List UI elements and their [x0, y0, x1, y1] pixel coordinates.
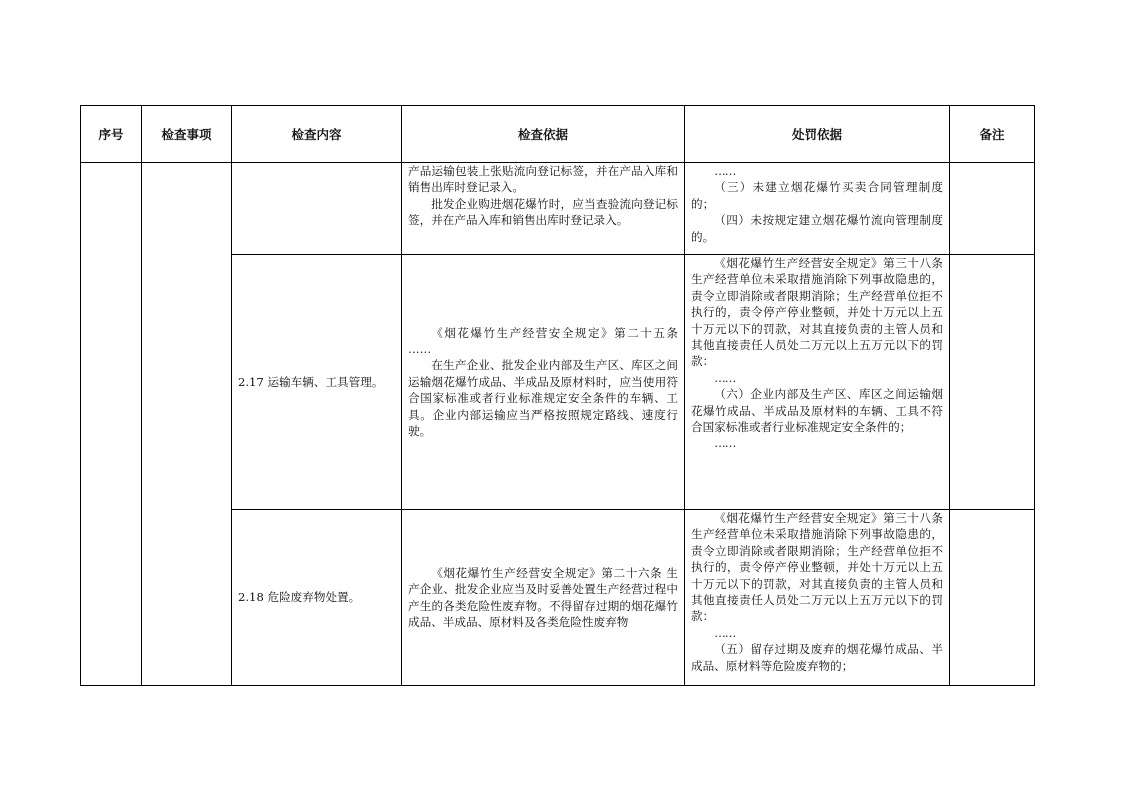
penalty-cell — [685, 510, 950, 686]
penalty-line: （五）留存过期及废弃的烟花爆竹成品、半成品、原材料等危险废弃物的； — [691, 642, 943, 673]
penalty-line: 《烟花爆竹生产经营安全规定》第三十八条 生产经营单位未采取措施消除下列事故隐患的，责令立即消除或者限期消除；生产经营单位拒不执行的，责令停产停业整顿，并处十万元以上五十万元以下的罚款，对其直接负责的主管人员和其他直接责任人员处二万元以上五万元以下的罚款： — [691, 256, 943, 369]
header-index: 序号 — [81, 106, 142, 163]
header-item: 检查事项 — [142, 106, 232, 163]
remarks-cell — [950, 163, 1035, 255]
item-cell — [142, 163, 232, 686]
penalty-line: 《烟花爆竹生产经营安全规定》第三十八条 生产经营单位未采取措施消除下列事故隐患的，责令立即消除或者限期消除；生产经营单位拒不执行的，责令停产停业整顿，并处十万元以上五十万元以下的罚款，对其直接负责的主管人员和其他直接责任人员处二万元以上五万元以下的罚款： — [691, 511, 943, 624]
header-row — [81, 106, 1035, 163]
penalty-line: …… — [714, 436, 736, 451]
penalty-line: …… — [714, 625, 736, 640]
content-cell — [232, 163, 402, 255]
header-remarks: 备注 — [950, 106, 1035, 163]
basis-cell — [402, 510, 685, 686]
basis-line: 《烟花爆竹生产经营安全规定》第二十六条 生产企业、批发企业应当及时妥善处置生产经营过程中产生的各类危险性废弃物。不得留存过期的烟花爆竹成品、半成品、原材料及各类危险性废弃物 — [408, 565, 678, 629]
basis-cell — [402, 255, 685, 510]
remarks-cell — [950, 510, 1035, 686]
penalty-line: （三）未建立烟花爆竹买卖合同管理制度的； — [691, 180, 943, 211]
table-row — [81, 163, 1035, 255]
penalty-line: （四）未按规定建立烟花爆竹流向管理制度的。 — [691, 213, 943, 244]
penalty-line: …… — [714, 370, 736, 385]
basis-line: 批发企业购进烟花爆竹时，应当查验流向登记标签，并在产品入库和销售出库时登记录入。 — [408, 196, 678, 228]
content-line: 2.18 危险废弃物处置。 — [238, 590, 361, 605]
basis-line: 《烟花爆竹生产经营安全规定》第二十五条 …… — [408, 325, 678, 356]
penalty-cell — [685, 163, 950, 255]
content-cell — [232, 510, 402, 686]
content-cell — [232, 255, 402, 510]
inspection-table — [80, 105, 1035, 686]
header-penalty: 处罚依据 — [685, 106, 950, 163]
penalty-line: …… — [714, 164, 736, 178]
index-cell — [81, 163, 142, 686]
basis-line: 在生产企业、批发企业内部及生产区、库区之间运输烟花爆竹成品、半成品及原材料时，应当使用符合国家标准或者行业标准规定安全条件的车辆、工具。企业内部运输应当严格按照规定路线、速度行驶。 — [408, 358, 678, 439]
penalty-cell — [685, 255, 950, 510]
header-content: 检查内容 — [232, 106, 402, 163]
basis-line: 产品运输包装上张贴流向登记标签，并在产品入库和销售出库时登记录入。 — [408, 164, 678, 195]
penalty-line: （六）企业内部及生产区、库区之间运输烟花爆竹成品、半成品及原材料的车辆、工具不符合国家标准或者行业标准规定安全条件的； — [691, 387, 943, 435]
header-basis: 检查依据 — [402, 106, 685, 163]
content-line: 2.17 运输车辆、工具管理。 — [238, 374, 384, 389]
basis-cell — [402, 163, 685, 255]
remarks-cell — [950, 255, 1035, 510]
